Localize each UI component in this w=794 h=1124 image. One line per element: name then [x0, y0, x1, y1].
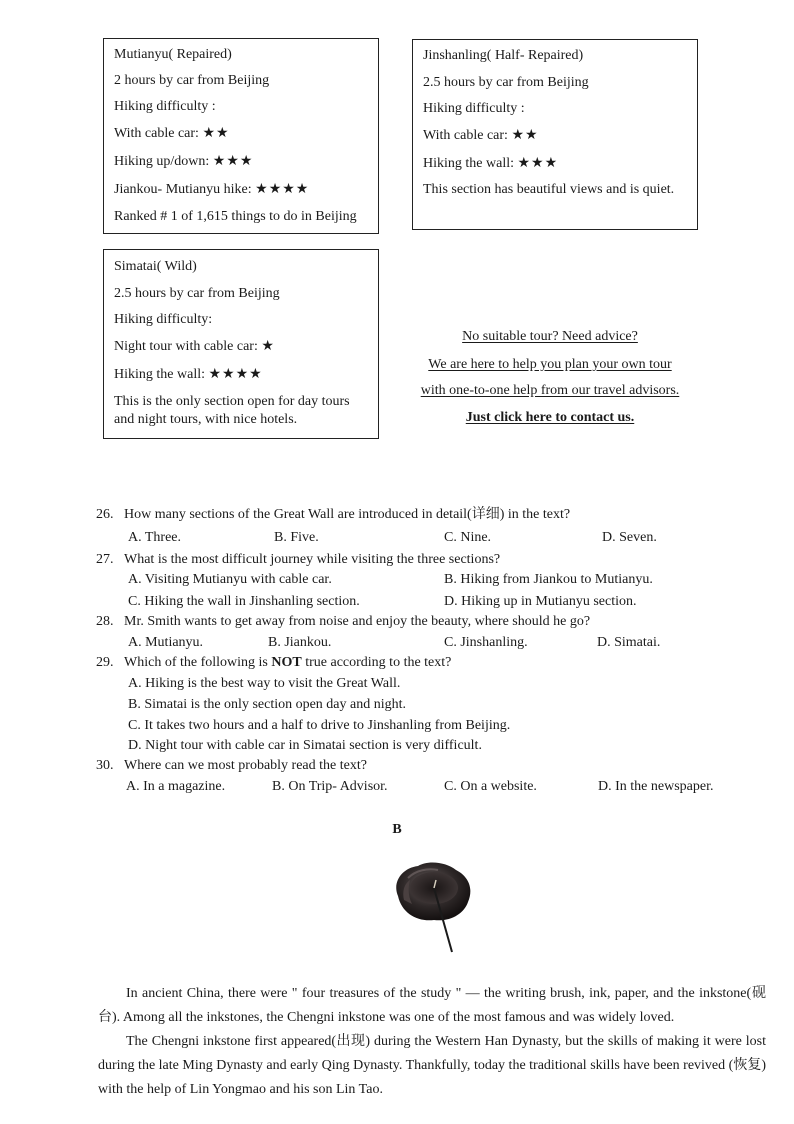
row-label: Hiking up/down:: [114, 154, 210, 169]
option-b[interactable]: B. On Trip- Advisor.: [272, 779, 388, 794]
box-note: Ranked # 1 of 1,615 things to do in Beijing: [114, 209, 357, 224]
box-note: This section has beautiful views and is quiet.: [423, 182, 675, 197]
option-d[interactable]: D. Simatai.: [597, 635, 661, 650]
option-a[interactable]: A. Visiting Mutianyu with cable car.: [128, 572, 332, 587]
star-rating-icon: ★★: [202, 125, 230, 141]
box-note: This is the only section open for day tours: [114, 394, 350, 409]
question-text: Mr. Smith wants to get away from noise and enjoy the beauty, where should he go?: [124, 614, 591, 629]
difficulty-row: [423, 156, 558, 171]
advice-block: [400, 330, 700, 430]
difficulty-label: Hiking difficulty :: [114, 99, 216, 114]
option-c[interactable]: C. On a website.: [444, 779, 537, 794]
option-b[interactable]: B. Jiankou.: [268, 635, 332, 650]
row-label: Hiking the wall:: [114, 367, 205, 382]
question-text: How many sections of the Great Wall are introduced in detail(详细) in the text?: [124, 507, 571, 522]
question-30: [96, 759, 367, 773]
advice-line: We are here to help you plan your own tour: [428, 357, 672, 372]
option-b[interactable]: B. Simatai is the only section open day and night.: [128, 697, 407, 712]
option-a[interactable]: A. In a magazine.: [126, 779, 226, 794]
option-b[interactable]: B. Hiking from Jiankou to Mutianyu.: [444, 572, 653, 587]
question-29: [96, 656, 451, 670]
jinshanling-box: [412, 39, 698, 230]
option-c[interactable]: C. It takes two hours and a half to drive to Jinshanling from Beijing.: [128, 718, 511, 733]
travel-time: 2 hours by car from Beijing: [114, 73, 270, 88]
row-label: Hiking the wall:: [423, 156, 514, 171]
option-a[interactable]: A. Hiking is the best way to visit the Great Wall.: [128, 676, 401, 691]
question-number: 27.: [96, 552, 114, 567]
question-27: [96, 553, 500, 567]
box-title: Mutianyu( Repaired): [114, 47, 232, 62]
option-c[interactable]: C. Hiking the wall in Jinshanling section.: [128, 594, 360, 609]
inkstone-image: [388, 858, 478, 958]
travel-time: 2.5 hours by car from Beijing: [423, 75, 589, 90]
option-a[interactable]: A. Three.: [128, 530, 181, 545]
option-d[interactable]: D. Hiking up in Mutianyu section.: [444, 594, 637, 609]
star-rating-icon: ★★★: [212, 153, 254, 169]
contact-link[interactable]: Just click here to contact us.: [465, 410, 635, 425]
question-number: 29.: [96, 655, 114, 670]
option-d[interactable]: D. Night tour with cable car in Simatai section is very difficult.: [128, 738, 482, 753]
section-heading: B: [392, 822, 402, 837]
difficulty-row: [423, 128, 539, 143]
difficulty-label: Hiking difficulty :: [423, 101, 525, 116]
box-title: Jinshanling( Half- Repaired): [423, 48, 584, 63]
difficulty-row: [114, 154, 253, 169]
difficulty-row: [114, 339, 275, 354]
option-d[interactable]: D. In the newspaper.: [598, 779, 714, 794]
row-label: With cable car:: [114, 126, 199, 141]
star-rating-icon: ★★★★: [255, 181, 310, 197]
question-text: Which of the following is: [124, 655, 272, 670]
question-text: What is the most difficult journey while visiting the three sections?: [124, 552, 501, 567]
difficulty-label: Hiking difficulty:: [114, 312, 213, 327]
question-28: [96, 615, 590, 629]
star-rating-icon: ★★★★: [208, 366, 263, 382]
star-rating-icon: ★★★: [517, 155, 559, 171]
advice-line: No suitable tour? Need advice?: [462, 329, 638, 344]
option-b[interactable]: B. Five.: [274, 530, 319, 545]
row-label: With cable car:: [423, 128, 508, 143]
star-rating-icon: ★★: [511, 127, 539, 143]
question-emphasis: NOT: [271, 655, 302, 670]
option-d[interactable]: D. Seven.: [602, 530, 657, 545]
question-text: true according to the text?: [301, 655, 452, 670]
paragraph: In ancient China, there were " four treasures of the study " — the writing brush, ink, paper, and the inkstone(砚台). Among all the inkstones, the Chengni inkstone was one of the most famous and was widely loved.: [98, 986, 766, 1025]
option-c[interactable]: C. Jinshanling.: [444, 635, 528, 650]
difficulty-row: [114, 126, 230, 141]
option-a[interactable]: A. Mutianyu.: [128, 635, 204, 650]
row-label: Jiankou- Mutianyu hike:: [114, 182, 252, 197]
box-note: and night tours, with nice hotels.: [114, 412, 298, 427]
question-text: Where can we most probably read the text?: [124, 758, 367, 773]
paragraph: The Chengni inkstone first appeared(出现) during the Western Han Dynasty, but the skills of making it were lost during the late Ming Dynasty and early Qing Dynasty. Thankfully, today the traditional skills have been revived (恢复) with the help of Lin Yongmao and his son Lin Tao.: [98, 1034, 766, 1097]
question-number: 26.: [96, 507, 114, 522]
travel-time: 2.5 hours by car from Beijing: [114, 286, 280, 301]
advice-line: with one-to-one help from our travel advisors.: [420, 383, 680, 398]
simatai-box: [103, 249, 379, 439]
difficulty-row: [114, 182, 309, 197]
box-title: Simatai( Wild): [114, 259, 197, 274]
difficulty-row: [114, 367, 263, 382]
row-label: Night tour with cable car:: [114, 339, 258, 354]
question-number: 30.: [96, 758, 114, 773]
mutianyu-box: [103, 38, 379, 234]
question-26: [96, 508, 570, 522]
star-rating-icon: ★: [261, 338, 275, 354]
question-number: 28.: [96, 614, 114, 629]
option-c[interactable]: C. Nine.: [444, 530, 492, 545]
passage-b: [98, 982, 766, 1102]
